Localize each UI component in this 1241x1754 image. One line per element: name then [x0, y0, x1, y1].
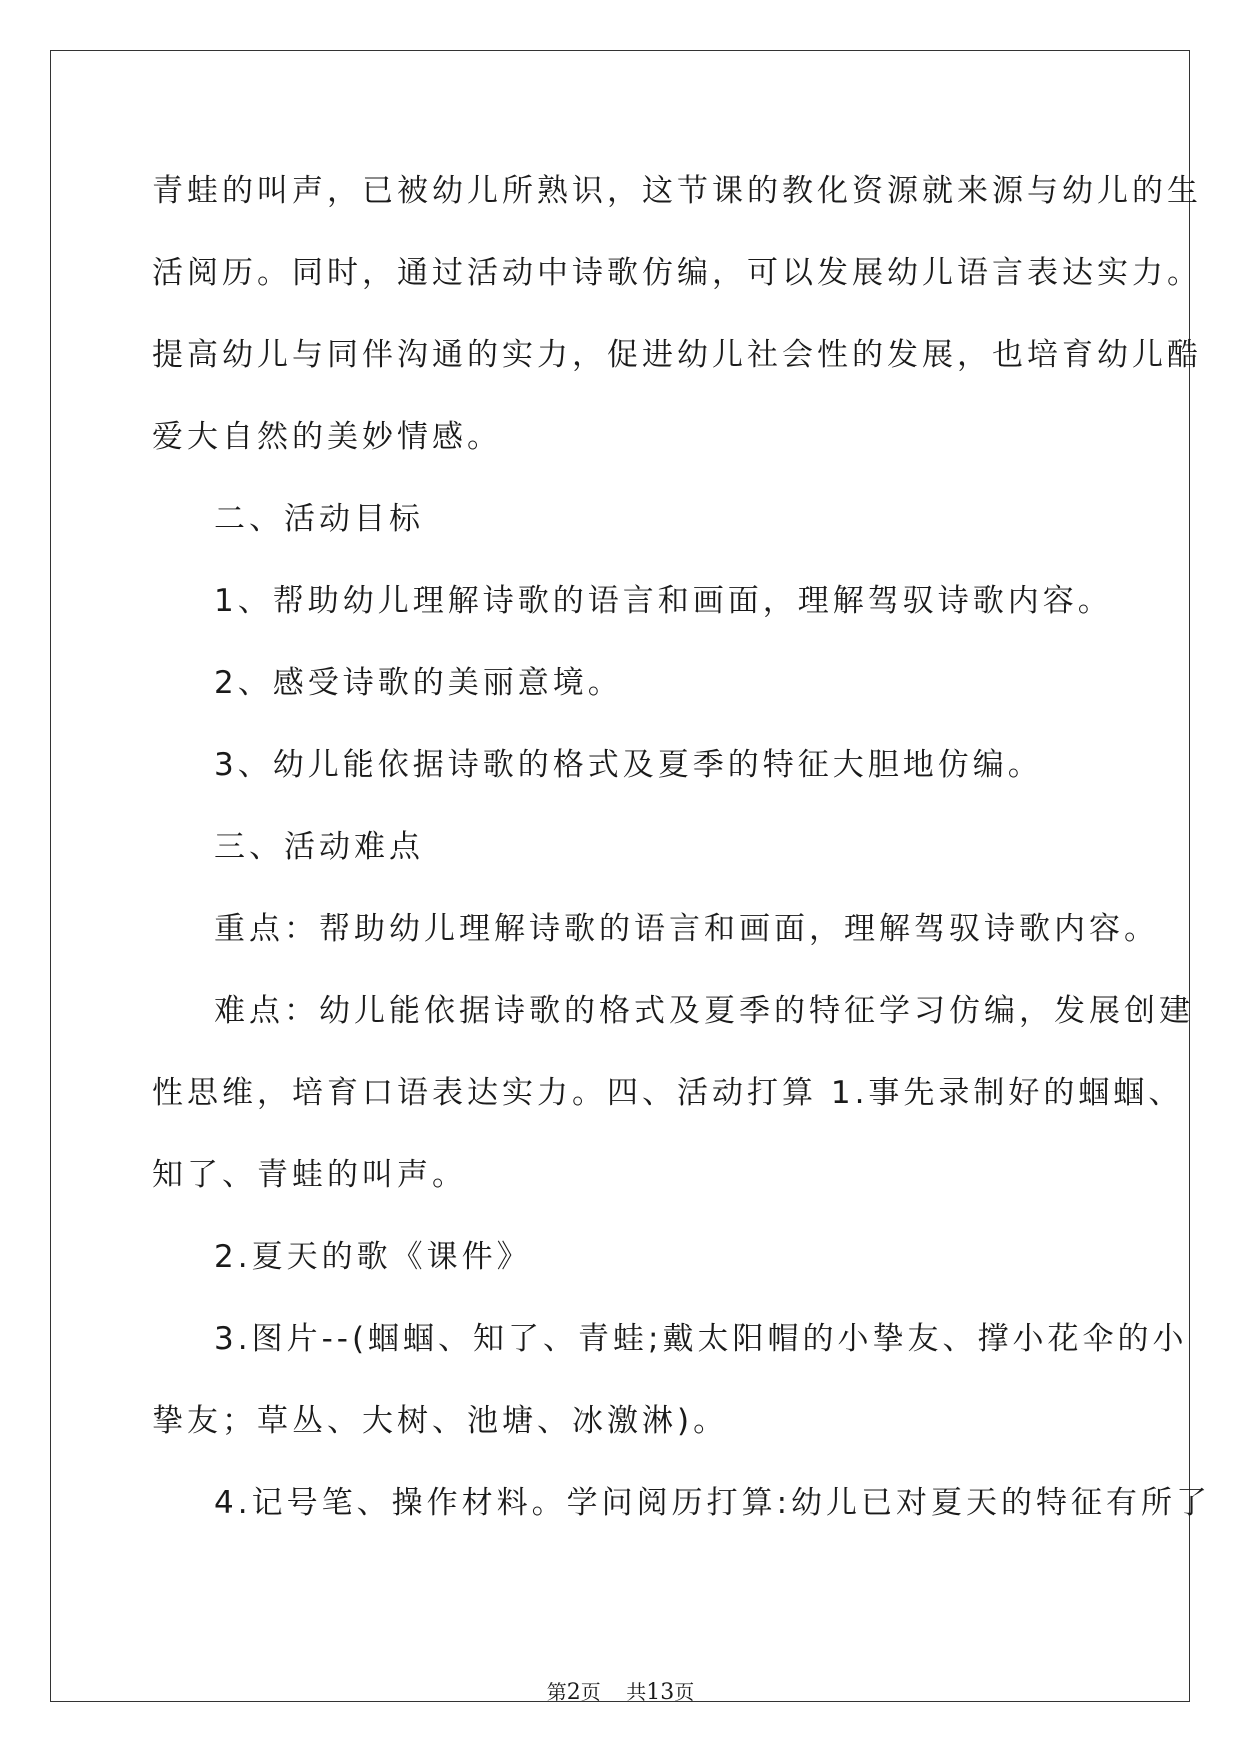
body-line-2: 活阅历。同时，通过活动中诗歌仿编，可以发展幼儿语言表达实力。 [152, 255, 1202, 291]
section-heading-objectives: 二、活动目标 [214, 501, 424, 537]
objective-item-1: 1、帮助幼儿理解诗歌的语言和画面，理解驾驭诗歌内容。 [214, 583, 1113, 619]
objective-item-2: 2、感受诗歌的美丽意境。 [214, 665, 623, 701]
body-line-4: 爱大自然的美妙情感。 [152, 419, 502, 455]
difficulty-line-2: 性思维，培育口语表达实力。四、活动打算 1.事先录制好的蝈蝈、 [152, 1075, 1184, 1111]
difficulty-line-1: 难点：幼儿能依据诗歌的格式及夏季的特征学习仿编，发展创建 [214, 993, 1194, 1029]
prep-item-4: 4.记号笔、操作材料。学问阅历打算:幼儿已对夏天的特征有所了 [214, 1485, 1212, 1521]
footer-page-prefix: 第 [546, 1680, 567, 1704]
prep-item-2: 2.夏天的歌《课件》 [214, 1239, 532, 1275]
page-border [50, 50, 1212, 1702]
footer-page-suffix: 页 [580, 1680, 601, 1704]
body-line-3: 提高幼儿与同伴沟通的实力，促进幼儿社会性的发展，也培育幼儿酷 [152, 337, 1202, 373]
objective-item-3: 3、幼儿能依据诗歌的格式及夏季的特征大胆地仿编。 [214, 747, 1043, 783]
footer-page-number: 2 [566, 1680, 581, 1705]
section-heading-difficulties: 三、活动难点 [214, 829, 424, 865]
footer-total-prefix: 共 [626, 1680, 647, 1704]
difficulty-line-3: 知了、青蛙的叫声。 [152, 1157, 467, 1193]
page-footer [0, 1676, 1241, 1705]
footer-total-number: 13 [646, 1680, 675, 1705]
footer-total-suffix: 页 [674, 1680, 695, 1704]
prep-item-3-line-2: 挚友；草丛、大树、池塘、冰激淋)。 [152, 1403, 729, 1439]
prep-item-3-line-1: 3.图片--(蝈蝈、知了、青蛙;戴太阳帽的小挚友、撑小花伞的小 [214, 1321, 1188, 1357]
body-line-1: 青蛙的叫声，已被幼儿所熟识，这节课的教化资源就来源与幼儿的生 [152, 173, 1202, 209]
key-point-line: 重点：帮助幼儿理解诗歌的语言和画面，理解驾驭诗歌内容。 [214, 911, 1159, 947]
